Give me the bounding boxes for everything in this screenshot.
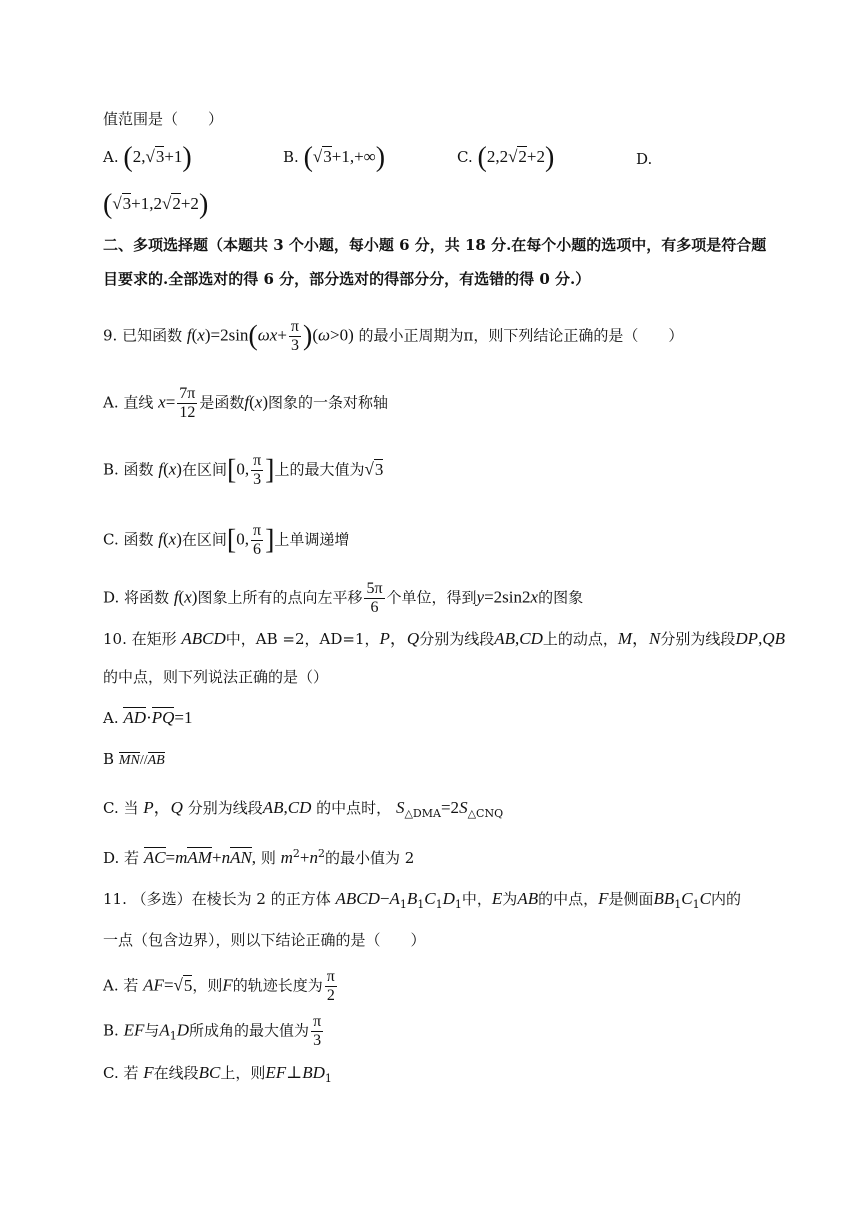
q11-option-b: B. EF与$A_1D$所成角的最大值为 $\frac{\pi}{3}$ [103, 1013, 322, 1049]
q10-option-b: B MN//AB [103, 750, 165, 768]
q8-option-a: A. (2,√3+1) [103, 142, 192, 173]
q9-option-a: A. 直线 x= $\frac{7\pi}{12}$ 是函数f(x)图象的一条对称轴 [103, 385, 389, 421]
q9-stem: 9. 已知函数 f(x)=2sin(ωx+ $\frac{\pi}{3}$ )(ω>0) 的最小正周期为π，则下列结论正确的是（ ） [103, 318, 684, 354]
q10-option-a: A. AD·PQ=1 [103, 708, 193, 727]
section2-heading-line2: 目要求的.全部选对的得 6 分，部分选对的得部分分，有选错的得 0 分.） [103, 270, 591, 288]
q8-stem-tail: 值范围是（ ） [103, 110, 224, 128]
q11-option-a: A. 若 AF=√5，则F的轨迹长度为 $\frac{\pi}{2}$ [103, 968, 335, 1004]
q10-stem-line2: 的中点，则下列说法正确的是（） [103, 668, 329, 686]
q8-option-c: C. (2,2√2+2) [457, 142, 555, 173]
section2-heading-line1: 二、多项选择题（本题共 3 个小题，每小题 6 分，共 18 分.在每个小题的选项中，有多项是符合题 [103, 236, 767, 254]
q8-option-b: B. (√3+1,+∞) [283, 142, 386, 173]
q9-option-d: D. 将函数 f(x)图象上所有的点向左平移 $\frac{5\pi}{6}$ 个单位，得到y=2sin2x的图象 [103, 580, 584, 616]
q10-option-c: C. 当 P，Q 分别为线段AB,CD 的中点时， $S_{\triangle DMA}=2S_{\triangle CNQ}$ [103, 798, 504, 820]
q10-stem-line1: 10. 在矩形 ABCD中，AB =2，AD=1，P，Q分别为线段AB,CD上的动点，M，N分别为线段DP,QB [103, 629, 785, 648]
option-c-label: C. [457, 148, 473, 166]
q11-option-c: C. 若 F在线段BC上，则$EF\perp BD_1$ [103, 1063, 332, 1085]
q11-stem-line1: 11. （多选）在棱长为 2 的正方体 $ABCD-A_1B_1C_1D_1$中，E为AB的中点，F是侧面$BB_1C_1C$内的 [103, 889, 741, 911]
q9-option-b: B. 函数 f(x)在区间[0, $\frac{\pi}{3}$ ]上的最大值为√3 [103, 452, 384, 488]
q8-option-d: (√3+1,2√2+2) [103, 189, 209, 220]
option-a-label: A. [103, 148, 119, 166]
option-b-label: B. [283, 148, 299, 166]
q11-stem-line2: 一点（包含边界），则以下结论正确的是（ ） [103, 931, 426, 949]
q10-option-d: D. 若 AC=mAM+nAN, 则 $m^2+n^2$的最小值为 2 [103, 847, 415, 867]
q8-option-d-label: D. [636, 150, 653, 168]
q9-option-c: C. 函数 f(x)在区间[0, $\frac{\pi}{6}$ ]上单调递增 [103, 522, 350, 558]
